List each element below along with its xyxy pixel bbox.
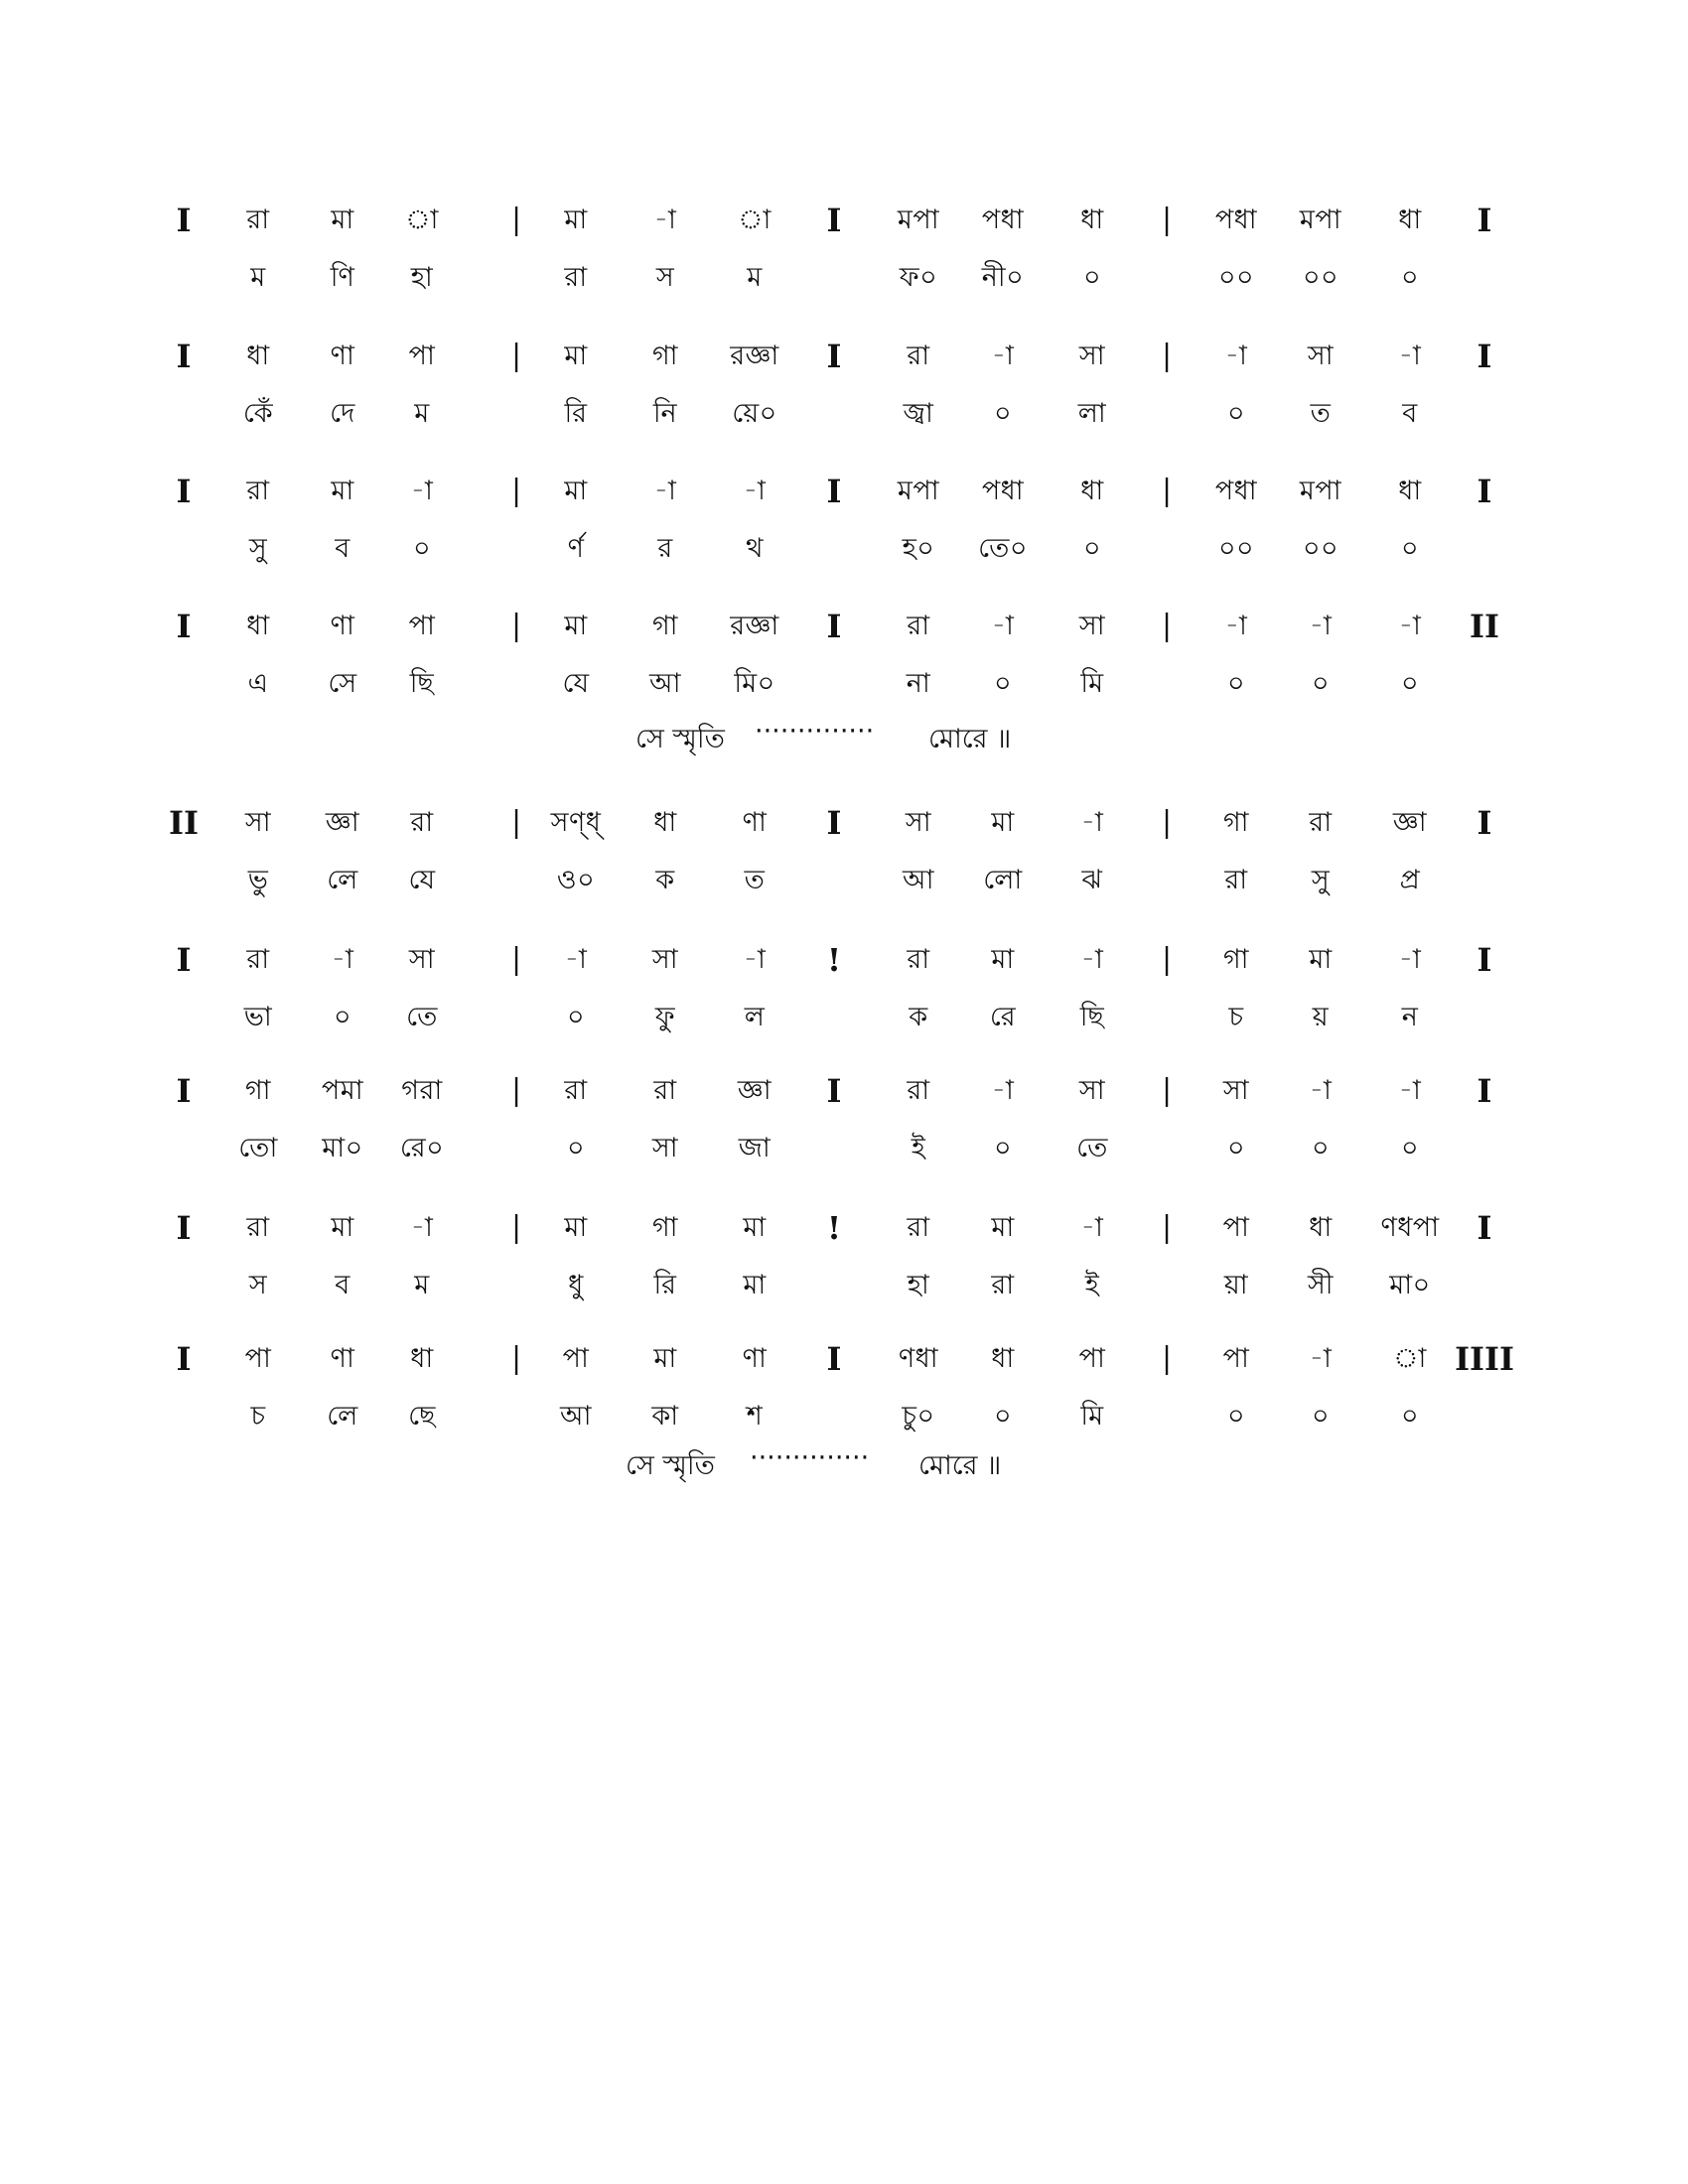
barline: I (826, 804, 842, 842)
swara-note: -া (1224, 611, 1248, 641)
lyric-syllable: রে (989, 1002, 1017, 1032)
swara-note: সা (905, 807, 932, 838)
lyric-syllable: চ (250, 1401, 266, 1432)
lyric-syllable: লে (327, 865, 358, 895)
start-barline: I (176, 473, 192, 510)
swara-note: মপা (897, 205, 940, 235)
swara-note: রা (410, 807, 434, 838)
swara-note: পা (408, 341, 436, 371)
swara-note: পধা (981, 476, 1025, 506)
barline: I (826, 1072, 842, 1110)
lyric-syllable: আ (560, 1401, 592, 1432)
lyric-syllable: মা (743, 1270, 767, 1300)
swara-note: গা (651, 341, 679, 371)
lyric-syllable: ০ (412, 533, 432, 564)
barline: | (510, 203, 522, 237)
lyric-syllable: আ (903, 865, 934, 895)
barline: | (1161, 1073, 1173, 1108)
lyric-syllable: ০ (993, 398, 1013, 429)
barline: | (1161, 474, 1173, 508)
start-barline: I (176, 608, 192, 645)
swara-note: গা (651, 1212, 679, 1243)
lyric-syllable: ০ (993, 1133, 1013, 1163)
refrain-dots: ·············· (750, 1442, 870, 1473)
barline: | (510, 474, 522, 508)
swara-note: ধা (246, 341, 270, 371)
swara-note: পা (408, 611, 436, 641)
lyric-syllable: স (248, 1270, 268, 1300)
lyric-syllable: র (657, 533, 673, 564)
lyric-syllable: তে (1076, 1133, 1108, 1163)
lyric-syllable: ০ (1082, 262, 1102, 293)
lyric-syllable: ০ (1311, 1133, 1331, 1163)
swara-note: ণধা (898, 1343, 939, 1374)
barline: | (510, 805, 522, 840)
barline: I (826, 1340, 842, 1378)
lyric-syllable: ০ (1311, 668, 1331, 699)
lyric-syllable: ০ (1226, 668, 1246, 699)
barline: | (1161, 203, 1173, 237)
swara-note: সা (1078, 341, 1106, 371)
swara-note: -া (991, 611, 1015, 641)
swara-note: সা (1078, 611, 1106, 641)
lyric-syllable: হা (907, 1270, 930, 1300)
swara-note: ণধপা (1380, 1212, 1440, 1243)
swara-note: পা (1222, 1343, 1250, 1374)
lyric-syllable: য় (1312, 1002, 1330, 1032)
lyric-syllable: নী০ (981, 262, 1025, 293)
barline: I (826, 202, 842, 239)
swara-note: রা (246, 1212, 270, 1243)
barline: | (1161, 942, 1173, 977)
swara-note: -া (1398, 611, 1422, 641)
lyric-syllable: ০ (1311, 1401, 1331, 1432)
refrain-dots: ·············· (755, 716, 875, 747)
lyric-syllable: লো (983, 865, 1023, 895)
swara-note: -া (1398, 944, 1422, 975)
barline: | (510, 1073, 522, 1108)
swara-note: া (1393, 1343, 1427, 1374)
lyric-syllable: ০ (1400, 1401, 1420, 1432)
lyric-syllable: ব (1402, 398, 1418, 429)
lyric-syllable: ই (911, 1133, 926, 1163)
swara-note: -া (1080, 807, 1104, 838)
barline: I (826, 473, 842, 510)
barline: | (1161, 805, 1173, 840)
swara-note: রা (907, 341, 930, 371)
swara-note: সা (408, 944, 436, 975)
swara-note: জ্ঞা (737, 1075, 773, 1106)
swara-note: মা (564, 1212, 588, 1243)
start-barline: I (176, 1340, 192, 1378)
lyric-syllable: ক (655, 865, 675, 895)
swara-note: -া (564, 944, 588, 975)
lyric-syllable: সু (248, 533, 268, 564)
swara-note: -া (991, 1075, 1015, 1106)
lyric-syllable: ফ০ (899, 262, 938, 293)
swara-note: সা (651, 944, 679, 975)
lyric-syllable: ০ (566, 1133, 586, 1163)
lyric-syllable: ০০ (1302, 262, 1339, 293)
swara-note: সা (244, 807, 272, 838)
swara-note: মা (653, 1343, 677, 1374)
swara-note: -া (1398, 1075, 1422, 1106)
start-barline: II (169, 804, 199, 842)
end-barline: II (1470, 608, 1499, 645)
lyric-syllable: সী (1307, 1270, 1335, 1300)
swara-note: ধা (1398, 205, 1422, 235)
lyric-syllable: ই (1084, 1270, 1100, 1300)
lyric-syllable: ব (335, 533, 351, 564)
swara-note: -া (653, 205, 677, 235)
lyric-syllable: কা (651, 1401, 679, 1432)
swara-note: পধা (981, 205, 1025, 235)
lyric-syllable: জ্বা (903, 398, 934, 429)
swara-note: ণা (330, 341, 355, 371)
lyric-syllable: যে (562, 668, 590, 699)
swara-note: মা (991, 944, 1015, 975)
lyric-syllable: ০ (1400, 1133, 1420, 1163)
lyric-syllable: ম (414, 1270, 430, 1300)
barline: | (1161, 1341, 1173, 1376)
swara-note: া (738, 205, 772, 235)
lyric-syllable: যে (408, 865, 436, 895)
swara-note: মা (564, 611, 588, 641)
lyric-syllable: মা০ (1389, 1270, 1431, 1300)
lyric-syllable: ম (747, 262, 763, 293)
lyric-syllable: তো (238, 1133, 278, 1163)
swara-note: -া (1080, 944, 1104, 975)
refrain-tail: মোরে ॥ (918, 1450, 1002, 1481)
lyric-syllable: হা (410, 262, 434, 293)
lyric-syllable: প্র (1399, 865, 1421, 895)
lyric-syllable: মি (1080, 1401, 1104, 1432)
swara-note: মা (564, 341, 588, 371)
swara-note: গা (651, 611, 679, 641)
swara-note: -া (410, 476, 434, 506)
end-barline: IIII (1455, 1340, 1514, 1378)
lyric-syllable: শ (746, 1401, 764, 1432)
refrain-lead: সে স্মৃতি (635, 724, 725, 754)
swara-note: পা (1078, 1343, 1106, 1374)
lyric-syllable: ণি (330, 262, 355, 293)
lyric-syllable: ০ (1400, 262, 1420, 293)
lyric-syllable: এ (247, 668, 269, 699)
barline: | (1161, 609, 1173, 643)
swara-note: -া (1080, 1212, 1104, 1243)
swara-note: ধা (410, 1343, 434, 1374)
swara-note: রা (907, 611, 930, 641)
swara-note: সা (1078, 1075, 1106, 1106)
lyric-syllable: য়ে০ (732, 398, 777, 429)
swara-note: রা (564, 1075, 588, 1106)
lyric-syllable: কেঁ (242, 398, 274, 429)
lyric-syllable: ন (1401, 1002, 1419, 1032)
lyric-syllable: জা (738, 1133, 772, 1163)
lyric-syllable: ও০ (556, 865, 596, 895)
swara-note: গা (244, 1075, 272, 1106)
lyric-syllable: চ (1228, 1002, 1244, 1032)
end-barline: I (1477, 202, 1492, 239)
end-barline: I (1477, 473, 1492, 510)
lyric-syllable: সা (651, 1133, 679, 1163)
barline: | (1161, 1210, 1173, 1245)
lyric-syllable: য়া (1223, 1270, 1249, 1300)
lyric-syllable: সু (1311, 865, 1331, 895)
lyric-syllable: ম (250, 262, 266, 293)
swara-note: সণ্ধ্ (550, 807, 602, 838)
lyric-syllable: ০ (1400, 533, 1420, 564)
swara-note: পা (562, 1343, 590, 1374)
barline: | (510, 1210, 522, 1245)
lyric-syllable: স (655, 262, 675, 293)
lyric-syllable: মি (1080, 668, 1104, 699)
lyric-syllable: মা০ (322, 1133, 363, 1163)
lyric-syllable: ছি (1079, 1002, 1105, 1032)
swara-note: জ্ঞা (1392, 807, 1428, 838)
lyric-syllable: ঝ (1081, 865, 1103, 895)
swara-note: পা (1222, 1212, 1250, 1243)
lyric-syllable: রি (653, 1270, 677, 1300)
swara-note: পমা (321, 1075, 364, 1106)
lyric-syllable: রা (564, 262, 588, 293)
lyric-syllable: ভা (243, 1002, 273, 1032)
swara-note: -া (410, 1212, 434, 1243)
swara-note: মা (331, 476, 354, 506)
swara-note: -া (1309, 1343, 1333, 1374)
lyric-syllable: ০০ (1217, 262, 1255, 293)
swara-note: পধা (1214, 476, 1258, 506)
swara-note: মা (564, 476, 588, 506)
lyric-syllable: তে০ (978, 533, 1028, 564)
swara-note: রজ্ঞা (730, 341, 779, 371)
lyric-syllable: ০ (1226, 398, 1246, 429)
swara-note: ধা (1080, 476, 1104, 506)
swara-note: ধা (1398, 476, 1422, 506)
barline: ! (826, 941, 842, 979)
lyric-syllable: ধু (568, 1270, 584, 1300)
swara-note: -া (1309, 1075, 1333, 1106)
swara-note: ধা (1309, 1212, 1333, 1243)
swara-note: ধা (246, 611, 270, 641)
start-barline: I (176, 202, 192, 239)
barline: I (826, 338, 842, 375)
lyric-syllable: তে (406, 1002, 438, 1032)
lyric-syllable: রি (564, 398, 588, 429)
lyric-syllable: ত (1310, 398, 1332, 429)
end-barline: I (1477, 1072, 1492, 1110)
swara-note: -া (743, 476, 767, 506)
lyric-syllable: ০ (1082, 533, 1102, 564)
start-barline: I (176, 338, 192, 375)
lyric-syllable: ০ (993, 1401, 1013, 1432)
lyric-syllable: থ (746, 533, 764, 564)
end-barline: I (1477, 338, 1492, 375)
lyric-syllable: ০ (1226, 1133, 1246, 1163)
swara-note: পধা (1214, 205, 1258, 235)
lyric-syllable: ত (744, 865, 766, 895)
swara-note: রা (907, 1212, 930, 1243)
swara-note: ধা (653, 807, 677, 838)
lyric-syllable: ভু (247, 865, 269, 895)
swara-note: মা (1309, 944, 1333, 975)
swara-note: পা (244, 1343, 272, 1374)
lyric-syllable: ফু (654, 1002, 676, 1032)
end-barline: I (1477, 941, 1492, 979)
swara-note: ধা (1080, 205, 1104, 235)
swara-note: জ্ঞা (325, 807, 360, 838)
swara-note: গা (1222, 944, 1250, 975)
end-barline: I (1477, 804, 1492, 842)
swara-note: া (405, 205, 439, 235)
swara-note: মা (991, 1212, 1015, 1243)
lyric-syllable: মি০ (734, 668, 775, 699)
lyric-syllable: ০০ (1302, 533, 1339, 564)
lyric-syllable: ক (909, 1002, 928, 1032)
swara-note: মা (564, 205, 588, 235)
barline: | (1161, 339, 1173, 373)
barline: | (510, 339, 522, 373)
lyric-syllable: চু০ (902, 1401, 935, 1432)
swara-note: রা (653, 1075, 677, 1106)
swara-note: রা (907, 1075, 930, 1106)
swara-note: ণা (742, 1343, 768, 1374)
swara-note: রা (246, 205, 270, 235)
lyric-syllable: ম (414, 398, 430, 429)
lyric-syllable: আ (649, 668, 681, 699)
swara-note: রা (907, 944, 930, 975)
swara-note: রজ্ঞা (730, 611, 779, 641)
swara-note: মা (331, 1212, 354, 1243)
swara-note: মপা (1299, 205, 1342, 235)
lyric-syllable: সে (328, 668, 357, 699)
lyric-syllable: ল (744, 1002, 766, 1032)
swara-note: -া (1398, 341, 1422, 371)
lyric-syllable: রা (991, 1270, 1015, 1300)
swara-note: -া (653, 476, 677, 506)
swara-note: মা (331, 205, 354, 235)
swara-note: রা (1309, 807, 1333, 838)
barline: | (510, 942, 522, 977)
lyric-syllable: র্ণ (567, 533, 585, 564)
lyric-syllable: ০০ (1217, 533, 1255, 564)
end-barline: I (1477, 1209, 1492, 1247)
lyric-syllable: লা (1077, 398, 1107, 429)
swara-note: -া (1224, 341, 1248, 371)
lyric-syllable: লে (327, 1401, 358, 1432)
swara-note: রা (246, 944, 270, 975)
lyric-syllable: ০ (1226, 1401, 1246, 1432)
swara-note: ণা (330, 611, 355, 641)
refrain-lead: সে স্মৃতি (626, 1450, 715, 1481)
refrain-tail: মোরে ॥ (928, 724, 1012, 754)
lyric-syllable: ০ (1400, 668, 1420, 699)
lyric-syllable: ছে (408, 1401, 436, 1432)
start-barline: I (176, 1209, 192, 1247)
swara-note: মপা (897, 476, 940, 506)
barline: ! (826, 1209, 842, 1247)
swara-note: -া (331, 944, 354, 975)
swara-note: ণা (330, 1343, 355, 1374)
lyric-syllable: ছি (409, 668, 435, 699)
swara-note: মা (743, 1212, 767, 1243)
swara-note: গরা (401, 1075, 443, 1106)
swara-note: ণা (742, 807, 768, 838)
swara-note: সা (1222, 1075, 1250, 1106)
swara-note: সা (1307, 341, 1335, 371)
lyric-syllable: হ০ (902, 533, 935, 564)
lyric-syllable: ব (335, 1270, 351, 1300)
start-barline: I (176, 941, 192, 979)
barline: | (510, 1341, 522, 1376)
lyric-syllable: নি (652, 398, 678, 429)
swara-note: -া (1309, 611, 1333, 641)
barline: I (826, 608, 842, 645)
swara-note: রা (246, 476, 270, 506)
lyric-syllable: ০ (566, 1002, 586, 1032)
swara-note: -া (743, 944, 767, 975)
barline: | (510, 609, 522, 643)
swara-note: গা (1222, 807, 1250, 838)
swara-note: মা (991, 807, 1015, 838)
swara-note: মপা (1299, 476, 1342, 506)
lyric-syllable: ০ (333, 1002, 352, 1032)
swara-note: -া (991, 341, 1015, 371)
swara-note: ধা (991, 1343, 1015, 1374)
lyric-syllable: রা (1224, 865, 1248, 895)
lyric-syllable: দে (330, 398, 355, 429)
lyric-syllable: ০ (993, 668, 1013, 699)
lyric-syllable: না (906, 668, 931, 699)
lyric-syllable: রে০ (399, 1133, 445, 1163)
start-barline: I (176, 1072, 192, 1110)
